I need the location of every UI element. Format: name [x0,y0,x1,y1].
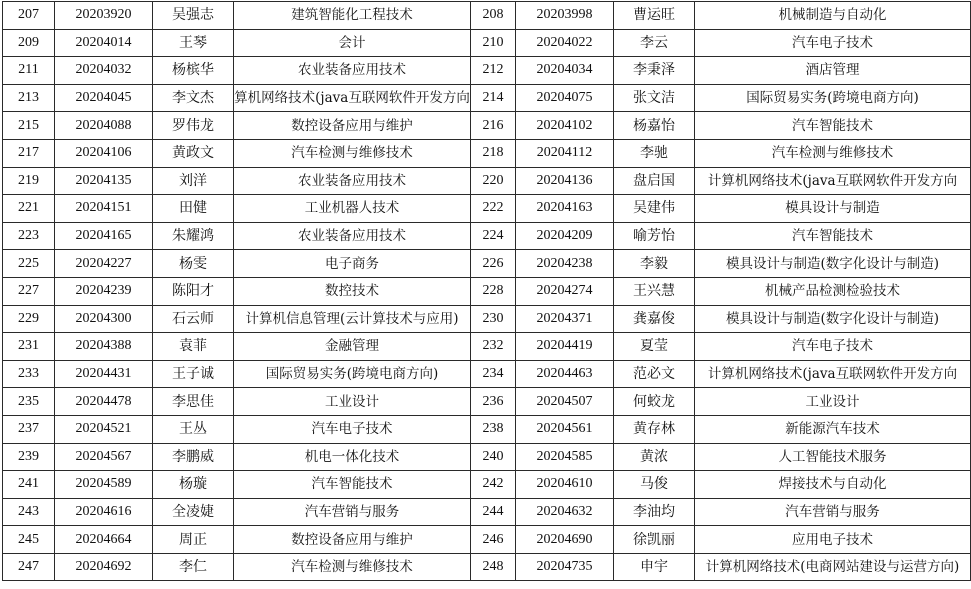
student-id-cell: 20204616 [55,498,153,526]
major-cell: 模具设计与制造(数字化设计与制造) [695,250,971,278]
student-name-cell: 张文洁 [614,84,695,112]
major-cell: 机械制造与自动化 [695,2,971,30]
major-cell: 汽车智能技术 [234,471,471,499]
row-number-cell: 244 [471,498,516,526]
row-number-cell: 216 [471,112,516,140]
major-cell: 会计 [234,29,471,57]
major-cell: 汽车电子技术 [234,415,471,443]
student-id-cell: 20204735 [516,553,614,581]
student-id-cell: 20204431 [55,360,153,388]
major-cell: 农业装备应用技术 [234,57,471,85]
student-name-cell: 王兴慧 [614,277,695,305]
student-name-cell: 申宇 [614,553,695,581]
student-name-cell: 龚嘉俊 [614,305,695,333]
major-cell: 人工智能技术服务 [695,443,971,471]
row-number-cell: 212 [471,57,516,85]
row-number-cell: 239 [3,443,55,471]
table-row [3,498,971,526]
student-id-cell: 20204227 [55,250,153,278]
row-number-cell: 209 [3,29,55,57]
student-id-cell: 20204238 [516,250,614,278]
row-number-cell: 235 [3,388,55,416]
student-id-cell: 20204136 [516,167,614,195]
row-number-cell: 229 [3,305,55,333]
row-number-cell: 243 [3,498,55,526]
major-cell: 汽车智能技术 [695,112,971,140]
student-id-cell: 20204014 [55,29,153,57]
row-number-cell: 236 [471,388,516,416]
table-row [3,167,971,195]
row-number-cell: 246 [471,526,516,554]
major-cell: 焊接技术与自动化 [695,471,971,499]
student-name-cell: 刘洋 [153,167,234,195]
student-name-cell: 曹运旺 [614,2,695,30]
row-number-cell: 220 [471,167,516,195]
major-cell: 国际贸易实务(跨境电商方向) [695,84,971,112]
student-id-cell: 20204239 [55,277,153,305]
row-number-cell: 208 [471,2,516,30]
student-name-cell: 李毅 [614,250,695,278]
student-name-cell: 杨嘉怡 [614,112,695,140]
student-id-cell: 20204032 [55,57,153,85]
student-id-cell: 20204151 [55,195,153,223]
student-name-cell: 李秉泽 [614,57,695,85]
student-id-cell: 20204507 [516,388,614,416]
student-name-cell: 何蛟龙 [614,388,695,416]
major-cell: 汽车营销与服务 [234,498,471,526]
major-cell: 建筑智能化工程技术 [234,2,471,30]
row-number-cell: 207 [3,2,55,30]
student-name-cell: 罗伟龙 [153,112,234,140]
major-cell: 汽车营销与服务 [695,498,971,526]
row-number-cell: 225 [3,250,55,278]
major-cell: 汽车检测与维修技术 [234,139,471,167]
table-row [3,415,971,443]
major-cell: 汽车电子技术 [695,29,971,57]
student-name-cell: 田健 [153,195,234,223]
row-number-cell: 248 [471,553,516,581]
table-row [3,526,971,554]
row-number-cell: 247 [3,553,55,581]
row-number-cell: 241 [3,471,55,499]
major-cell: 计算机网络技术(java互联网软件开发方向 [695,167,971,195]
student-name-cell: 杨璇 [153,471,234,499]
student-name-cell: 李文杰 [153,84,234,112]
major-cell: 农业装备应用技术 [234,222,471,250]
student-name-cell: 李云 [614,29,695,57]
student-name-cell: 吴强志 [153,2,234,30]
table-row [3,443,971,471]
student-id-cell: 20204478 [55,388,153,416]
major-cell: 汽车检测与维修技术 [234,553,471,581]
table-row [3,333,971,361]
major-cell: 电子商务 [234,250,471,278]
student-id-cell: 20204690 [516,526,614,554]
student-name-cell: 李油均 [614,498,695,526]
student-name-cell: 夏莹 [614,333,695,361]
student-name-cell: 黄浓 [614,443,695,471]
row-number-cell: 233 [3,360,55,388]
student-id-cell: 20204045 [55,84,153,112]
major-cell: 计算机网络技术(电商网站建设与运营方向) [695,553,971,581]
major-cell: 新能源汽车技术 [695,415,971,443]
student-name-cell: 黄存林 [614,415,695,443]
row-number-cell: 228 [471,277,516,305]
row-number-cell: 217 [3,139,55,167]
student-id-cell: 20204585 [516,443,614,471]
row-number-cell: 230 [471,305,516,333]
student-name-cell: 盘启国 [614,167,695,195]
student-id-cell: 20204589 [55,471,153,499]
student-id-cell: 20204088 [55,112,153,140]
student-id-cell: 20204102 [516,112,614,140]
student-id-cell: 20204112 [516,139,614,167]
student-id-cell: 20204034 [516,57,614,85]
student-id-cell: 20204561 [516,415,614,443]
major-cell: 计算机信息管理(云计算技术与应用) [234,305,471,333]
major-cell: 酒店管理 [695,57,971,85]
major-cell: 汽车智能技术 [695,222,971,250]
student-id-cell: 20204022 [516,29,614,57]
student-id-cell: 20204163 [516,195,614,223]
student-name-cell: 陈阳才 [153,277,234,305]
major-cell: 模具设计与制造(数字化设计与制造) [695,305,971,333]
student-id-cell: 20204300 [55,305,153,333]
student-name-cell: 全凌婕 [153,498,234,526]
table-row [3,112,971,140]
student-id-cell: 20204075 [516,84,614,112]
row-number-cell: 245 [3,526,55,554]
table-row [3,195,971,223]
row-number-cell: 221 [3,195,55,223]
table-row [3,84,971,112]
student-id-cell: 20204165 [55,222,153,250]
student-name-cell: 喻芳怡 [614,222,695,250]
row-number-cell: 219 [3,167,55,195]
student-id-cell: 20204135 [55,167,153,195]
student-name-cell: 范必文 [614,360,695,388]
row-number-cell: 210 [471,29,516,57]
row-number-cell: 218 [471,139,516,167]
student-name-cell: 李思佳 [153,388,234,416]
table-row [3,305,971,333]
student-id-cell: 20204106 [55,139,153,167]
major-cell: 工业设计 [234,388,471,416]
student-id-cell: 20203998 [516,2,614,30]
student-name-cell: 王琴 [153,29,234,57]
student-name-cell: 袁菲 [153,333,234,361]
student-id-cell: 20204692 [55,553,153,581]
student-name-cell: 朱耀鸿 [153,222,234,250]
row-number-cell: 234 [471,360,516,388]
student-name-cell: 杨槟华 [153,57,234,85]
student-name-cell: 王丛 [153,415,234,443]
row-number-cell: 226 [471,250,516,278]
major-cell: 数控技术 [234,277,471,305]
major-cell: 工业机器人技术 [234,195,471,223]
student-id-cell: 20204371 [516,305,614,333]
row-number-cell: 215 [3,112,55,140]
major-cell: 国际贸易实务(跨境电商方向) [234,360,471,388]
table-row [3,222,971,250]
row-number-cell: 240 [471,443,516,471]
row-number-cell: 238 [471,415,516,443]
student-name-cell: 李仁 [153,553,234,581]
row-number-cell: 224 [471,222,516,250]
student-name-cell: 王子诚 [153,360,234,388]
student-id-cell: 20204521 [55,415,153,443]
table-row [3,2,971,30]
student-name-cell: 马俊 [614,471,695,499]
major-cell: 算机网络技术(java互联网软件开发方向 [234,84,471,112]
major-cell: 模具设计与制造 [695,195,971,223]
table-row [3,277,971,305]
student-name-cell: 李驰 [614,139,695,167]
table-row [3,553,971,581]
table-row [3,360,971,388]
student-name-cell: 李鹏威 [153,443,234,471]
student-name-cell: 杨雯 [153,250,234,278]
student-name-cell: 吴建伟 [614,195,695,223]
major-cell: 汽车电子技术 [695,333,971,361]
row-number-cell: 232 [471,333,516,361]
student-id-cell: 20204632 [516,498,614,526]
student-name-cell: 石云师 [153,305,234,333]
major-cell: 工业设计 [695,388,971,416]
student-name-cell: 黄政文 [153,139,234,167]
student-id-cell: 20204209 [516,222,614,250]
student-id-cell: 20204567 [55,443,153,471]
row-number-cell: 227 [3,277,55,305]
student-id-cell: 20204388 [55,333,153,361]
row-number-cell: 222 [471,195,516,223]
row-number-cell: 242 [471,471,516,499]
table-row [3,29,971,57]
major-cell: 汽车检测与维修技术 [695,139,971,167]
student-name-cell: 徐凯丽 [614,526,695,554]
major-cell: 机械产品检测检验技术 [695,277,971,305]
major-cell: 机电一体化技术 [234,443,471,471]
roster-body [3,2,971,581]
table-row [3,139,971,167]
major-cell: 数控设备应用与维护 [234,526,471,554]
student-id-cell: 20204419 [516,333,614,361]
major-cell: 农业装备应用技术 [234,167,471,195]
table-row [3,250,971,278]
student-id-cell: 20204610 [516,471,614,499]
student-id-cell: 20204463 [516,360,614,388]
major-cell: 数控设备应用与维护 [234,112,471,140]
major-cell: 金融管理 [234,333,471,361]
row-number-cell: 223 [3,222,55,250]
major-cell: 应用电子技术 [695,526,971,554]
table-row [3,388,971,416]
student-name-cell: 周正 [153,526,234,554]
student-id-cell: 20204664 [55,526,153,554]
student-roster-table [2,1,971,581]
row-number-cell: 231 [3,333,55,361]
row-number-cell: 237 [3,415,55,443]
student-id-cell: 20203920 [55,2,153,30]
major-cell: 计算机网络技术(java互联网软件开发方向 [695,360,971,388]
table-row [3,57,971,85]
table-row [3,471,971,499]
row-number-cell: 211 [3,57,55,85]
row-number-cell: 214 [471,84,516,112]
student-id-cell: 20204274 [516,277,614,305]
row-number-cell: 213 [3,84,55,112]
